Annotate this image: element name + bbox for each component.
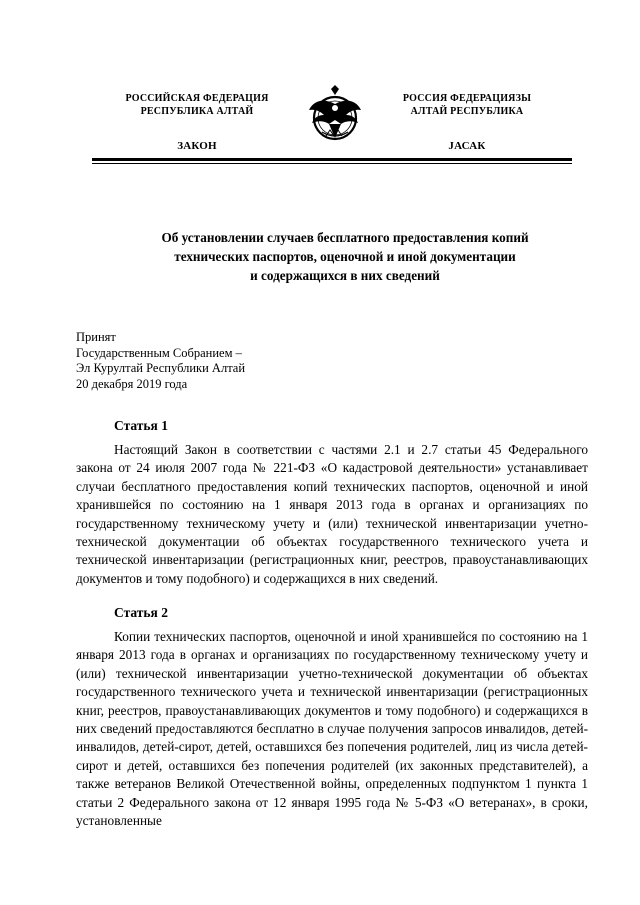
header-right <box>382 92 552 153</box>
document-title-line-1: Об установлении случаев бесплатного предоставления копий <box>161 230 529 245</box>
adoption-line-2: Государственным Собранием – <box>76 345 242 360</box>
document-title <box>130 228 560 285</box>
article-2 <box>76 604 588 884</box>
header-right-law-word: JАСАК <box>448 140 486 152</box>
article-1-heading: Статья 1 <box>114 418 168 433</box>
header-divider-thin <box>92 163 572 164</box>
header-divider-thick <box>92 158 572 161</box>
header-right-republic: АЛТАЙ РЕСПУБЛИКА <box>410 106 524 117</box>
adoption-block <box>76 330 245 392</box>
adoption-date: 20 декабря 2019 года <box>76 376 188 391</box>
article-1 <box>76 417 588 588</box>
article-2-text: Копии технических паспортов, оценочной и иной хранившейся по состоянию на 1 января 2013 года в органах и организациях по государственному техническому учету и (или) технической инвентаризации учетно-технической документации об объектах государственного технического учета и технической инвентаризации (регистрационных книг, реестров, правоустанавливающих документов и тому подобного) и содержащихся в них сведений предоставляются бесплатно в случае получения запросов инвалидов, детей-инвалидов, детей-сирот, детей, оставшихся без попечения родителей, лиц из числа детей-сирот и детей, оставшихся без попечения родителей (их законных представителей), а также ветеранов Великой Отечественной войны, определенных подпунктом 1 пункта 1 статьи 2 Федерального закона от 12 января 1995 года № 5-ФЗ «О ветеранах», в сроки, установленные <box>76 629 588 829</box>
adoption-line-3: Эл Курултай Республики Алтай <box>76 361 246 375</box>
adoption-line-1: Принят <box>76 330 116 344</box>
header-left <box>112 92 282 153</box>
article-2-heading: Статья 2 <box>114 605 168 620</box>
document-title-line-2: технических паспортов, оценочной и иной документации <box>174 249 516 264</box>
header-left-law-word: ЗАКОН <box>177 140 217 152</box>
document-title-line-3: и содержащихся в них сведений <box>250 268 440 283</box>
altai-republic-coat-of-arms-icon <box>300 80 370 146</box>
header-left-republic: РЕСПУБЛИКА АЛТАЙ <box>140 106 254 117</box>
article-1-text: Настоящий Закон в соответствии с частями 2.1 и 2.7 статьи 45 Федерального закона от 24 июля 2007 года № 221-ФЗ «О кадастровой деятельности» устанавливает случаи бесплатного предоставления копий технических паспортов, оценочной и иной хранившейся по состоянию на 1 января 2013 года в органах и организациях по государственному техническому учету и (или) технической инвентаризации учетно-технической документации об объектах государственного технического учета и технической инвентаризации (регистрационных книг, реестров, правоустанавливающих документов и тому подобного) и содержащихся в них сведений. <box>76 442 588 586</box>
header-right-country: РОССИЯ ФЕДЕРАЦИЯЗЫ <box>402 93 532 104</box>
header-left-country: РОССИЙСКАЯ ФЕДЕРАЦИЯ <box>125 93 269 104</box>
